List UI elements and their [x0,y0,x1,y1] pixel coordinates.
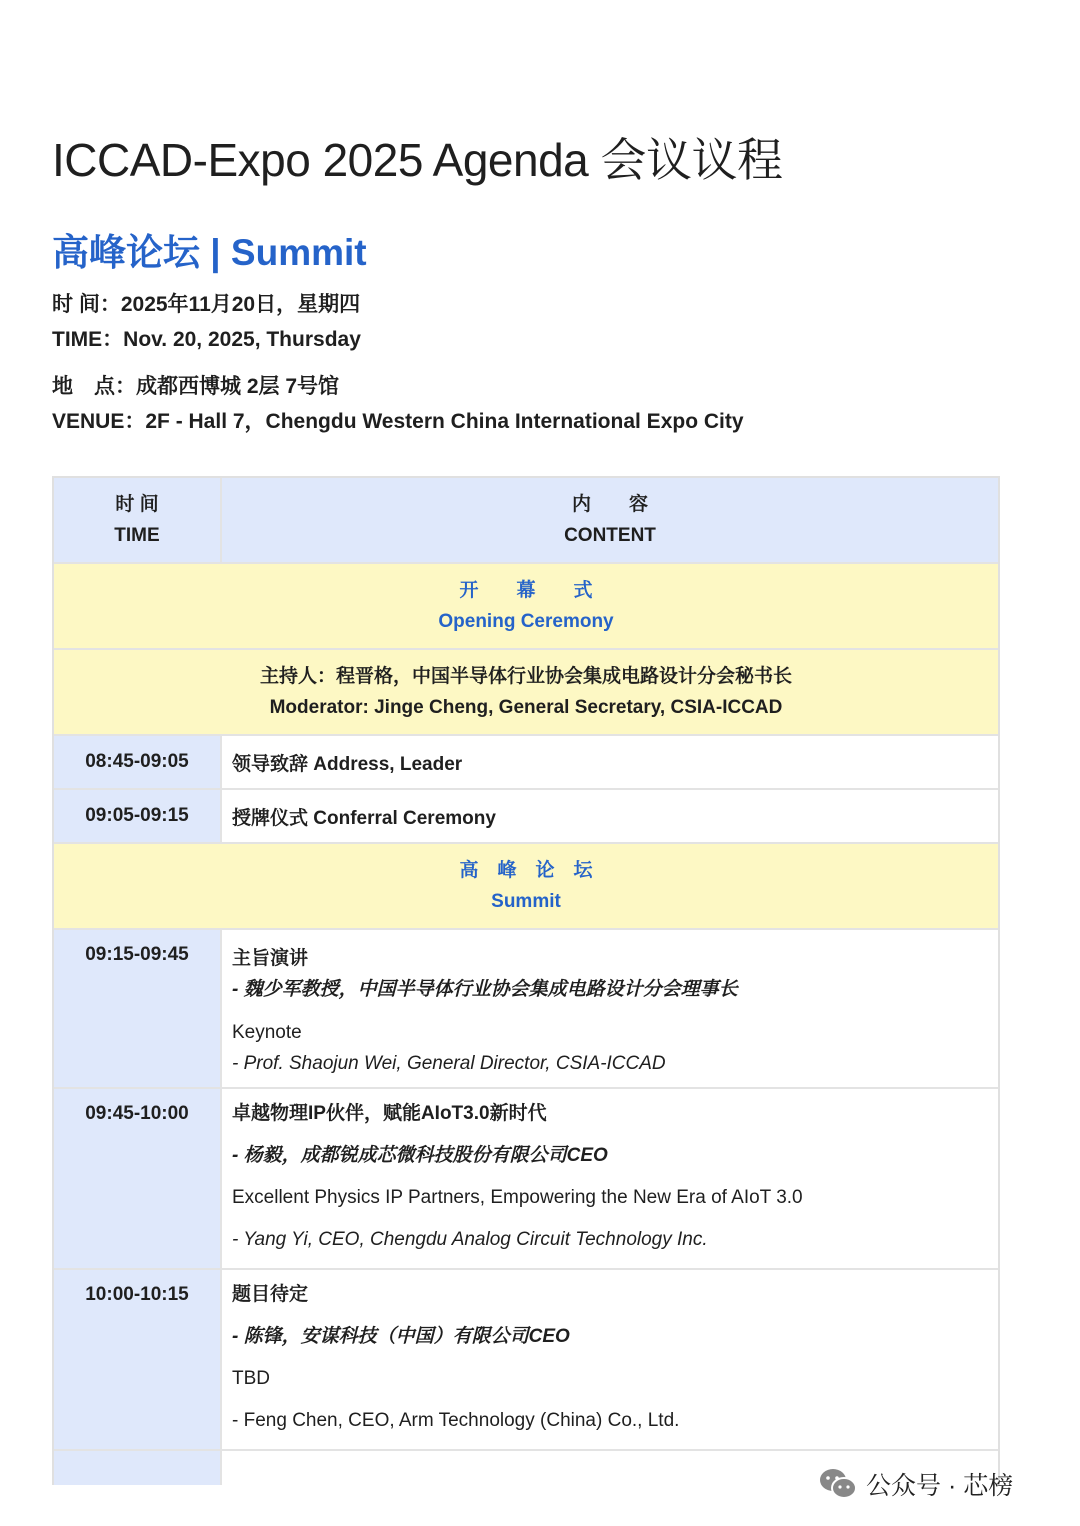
table-row [54,736,998,790]
venue-en: VENUE：2F - Hall 7，Chengdu Western China International Expo City [52,410,744,433]
table-row [54,930,998,1089]
opening-en: Opening Ceremony [438,611,614,632]
header-content [222,478,998,562]
summit-en: Summit [491,891,561,912]
row-time: 08:45-09:05 [54,736,222,788]
speaker-cn: - 陈锋，安谋科技（中国）有限公司CEO [232,1326,570,1347]
date-cn: 时 间：2025年11月20日，星期四 [52,293,361,316]
header-content-cn: 内 容 [571,494,648,515]
wechat-icon [818,1467,858,1501]
talk-title-cn: 题目待定 [232,1284,309,1305]
row-content [222,1089,998,1268]
talk-title-en: TBD [232,1368,270,1389]
row-time: 10:00-10:15 [54,1270,222,1449]
row-time [54,1451,222,1485]
header-time-en: TIME [114,525,160,546]
venue-cn: 地 点：成都西博城 2层 7号馆 [52,375,340,398]
date-en: TIME：Nov. 20, 2025, Thursday [52,328,361,351]
summit-banner [54,844,998,930]
row-time: 09:05-09:15 [54,790,222,842]
speaker-cn: - 杨毅，成都锐成芯微科技股份有限公司CEO [232,1145,608,1166]
page-title: ICCAD-Expo 2025 Agenda 会议议程 [52,134,783,186]
speaker-en: - Prof. Shaojun Wei, General Director, CSIA-ICCAD [232,1053,666,1074]
row-time: 09:45-10:00 [54,1089,222,1268]
moderator-row [54,650,998,736]
moderator-cn: 主持人：程晋格，中国半导体行业协会集成电路设计分会秘书长 [259,666,792,687]
talk-title-cn: 主旨演讲 [232,948,309,969]
talk-title-en: Excellent Physics IP Partners, Empowering the New Era of AIoT 3.0 [232,1187,803,1208]
table-row [54,790,998,844]
speaker-en: - Yang Yi, CEO, Chengdu Analog Circuit Technology Inc. [232,1229,708,1250]
opening-ceremony-banner [54,564,998,650]
header-content-en: CONTENT [564,525,656,546]
row-content [222,1270,998,1449]
watermark [818,1466,1013,1502]
watermark-text: 公众号 · 芯榜 [866,1472,1014,1500]
row-time: 09:15-09:45 [54,930,222,1087]
talk-title-cn: 卓越物理IP伙伴，赋能AIoT3.0新时代 [232,1103,547,1124]
table-row [54,1089,998,1270]
speaker-cn: - 魏少军教授，中国半导体行业协会集成电路设计分会理事长 [232,979,738,1000]
table-header [54,478,998,564]
opening-cn: 开 幕 式 [459,580,593,601]
speaker-en: - Feng Chen, CEO, Arm Technology (China) Co., Ltd. [232,1410,680,1431]
talk-title-en: Keynote [232,1022,302,1043]
row-content: 领导致辞 Address, Leader [232,753,463,775]
summit-cn: 高 峰 论 坛 [459,860,593,881]
row-content: 授牌仪式 Conferral Ceremony [232,807,496,829]
header-time-cn: 时 间 [115,494,159,515]
moderator-en: Moderator: Jinge Cheng, General Secretary, CSIA-ICCAD [269,697,783,718]
table-row [54,1270,998,1451]
agenda-table [52,476,1000,1485]
header-time [54,478,222,562]
section-title: 高峰论坛 | Summit [52,232,367,273]
row-content [222,930,998,1087]
